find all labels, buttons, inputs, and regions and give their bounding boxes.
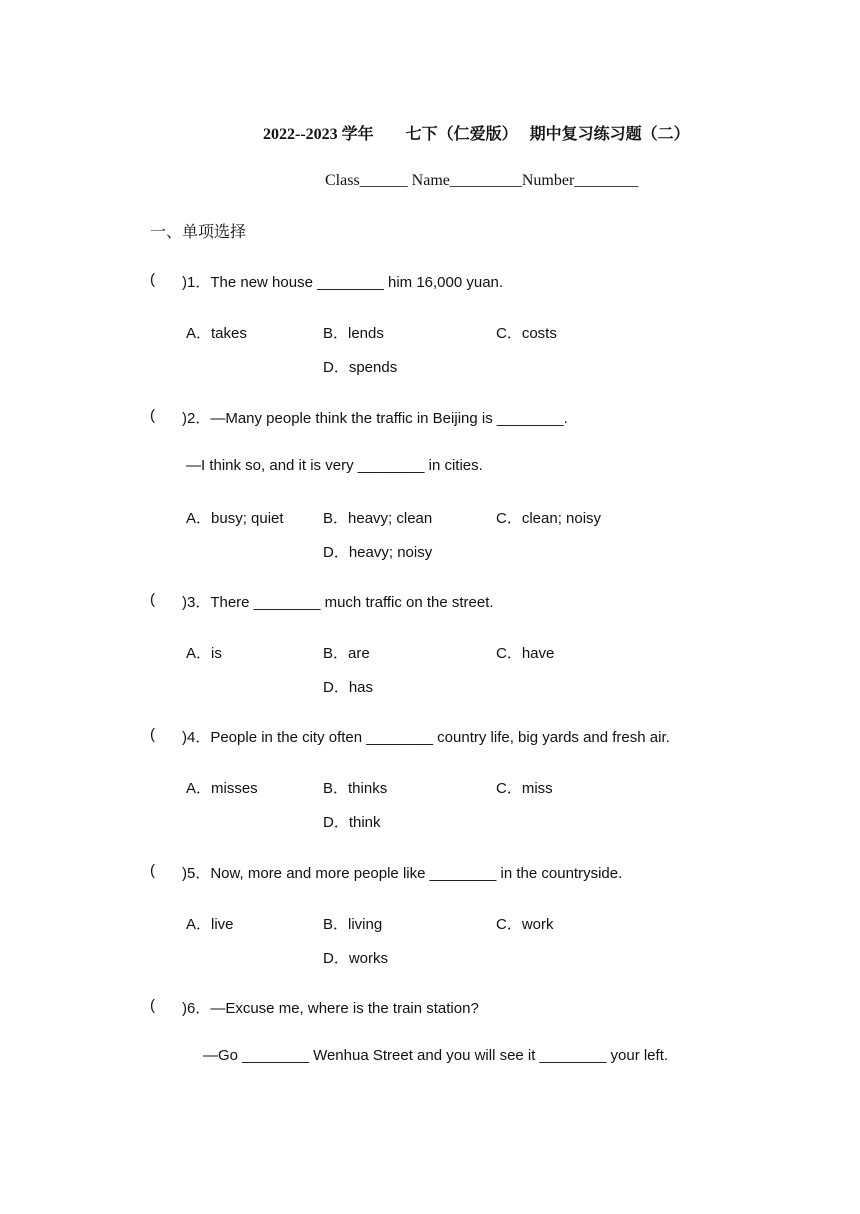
- question-stem: )5．Now, more and more people like ________ in the countryside.: [182, 865, 623, 882]
- answer-paren: (: [150, 591, 155, 608]
- option-d: D．works: [323, 950, 389, 967]
- answer-paren: (: [150, 271, 155, 288]
- question-dialogue-line: —I think so, and it is very ________ in cities.: [186, 457, 483, 474]
- question-stem: )2．—Many people think the traffic in Beijing is ________.: [182, 410, 568, 427]
- option-c: C．have: [496, 645, 555, 662]
- option-c: C．work: [496, 916, 554, 933]
- option-c: C．clean; noisy: [496, 510, 602, 527]
- option-b: B．living: [323, 916, 383, 933]
- option-b: B．are: [323, 645, 370, 662]
- answer-paren: (: [150, 726, 155, 743]
- student-info-line: Class______ Name_________Number________: [325, 172, 639, 189]
- option-a: A．misses: [186, 780, 258, 797]
- answer-paren: (: [150, 997, 155, 1014]
- option-c: C．costs: [496, 325, 557, 342]
- option-a: A．live: [186, 916, 234, 933]
- option-a: A．is: [186, 645, 222, 662]
- option-b: B．thinks: [323, 780, 388, 797]
- option-b: B．heavy; clean: [323, 510, 433, 527]
- section-heading: 一、单项选择: [150, 222, 247, 241]
- question-stem: )6．—Excuse me, where is the train station?: [182, 1000, 479, 1017]
- question-dialogue-line: —Go ________ Wenhua Street and you will see it ________ your left.: [203, 1047, 669, 1064]
- question-stem: )4．People in the city often ________ country life, big yards and fresh air.: [182, 729, 670, 746]
- option-d: D．think: [323, 814, 381, 831]
- option-c: C．miss: [496, 780, 553, 797]
- question-stem: )1．The new house ________ him 16,000 yuan.: [182, 274, 504, 291]
- option-d: D．heavy; noisy: [323, 544, 433, 561]
- answer-paren: (: [150, 407, 155, 424]
- page-title: 2022--2023 学年 七下（仁爱版） 期中复习练习题（二）: [263, 126, 690, 143]
- question-stem: )3．There ________ much traffic on the street.: [182, 594, 494, 611]
- option-d: D．has: [323, 679, 374, 696]
- option-a: A．busy; quiet: [186, 510, 284, 527]
- option-b: B．lends: [323, 325, 384, 342]
- option-a: A．takes: [186, 325, 247, 342]
- answer-paren: (: [150, 862, 155, 879]
- option-d: D．spends: [323, 359, 398, 376]
